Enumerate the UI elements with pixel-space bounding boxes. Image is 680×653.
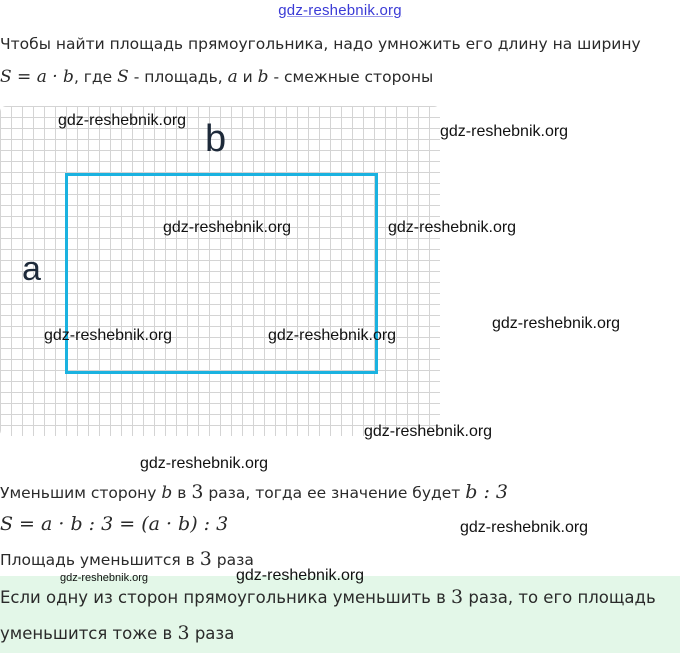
formula-where: , где [73,68,118,86]
step2-line [0,513,228,535]
watermark: gdz-reshebnik.org [236,567,365,584]
sides-desc: - смежные стороны [268,68,434,86]
watermark: gdz-reshebnik.org [44,327,173,344]
conclusion-text-1b: раза, то его площадь [463,588,656,607]
header-watermark-link[interactable]: gdz-reshebnik.org [278,2,402,19]
step1-line [0,481,508,503]
step3-line [0,548,254,570]
conclusion-box [0,576,680,653]
side-label-a: a [22,250,41,288]
step3-text-b: раза [211,551,254,569]
step1-expr: b : 3 [465,481,508,503]
watermark: gdz-reshebnik.org [440,123,569,140]
intro-text: Чтобы найти площадь прямоугольника, надо умножить его длину на ширину [0,35,641,53]
conclusion-line-1 [0,586,656,608]
conclusion-num-1: 3 [451,586,464,608]
watermark-small: gdz-reshebnik.org [60,572,149,584]
step1-num: 3 [191,481,204,503]
step1-text-c: раза, тогда ее значение будет [203,484,466,502]
area-formula: S = a · b [0,67,74,87]
watermark: gdz-reshebnik.org [163,219,292,236]
conclusion-num-2: 3 [177,622,190,644]
var-a: a [227,67,238,87]
and-word: и [237,68,258,86]
watermark: gdz-reshebnik.org [492,315,621,332]
watermark: gdz-reshebnik.org [388,219,517,236]
watermark: gdz-reshebnik.org [364,423,493,440]
conclusion-text-1a: Если одну из сторон прямоугольника уменьшить в [0,588,452,607]
var-s: S [117,67,129,87]
conclusion-text-2b: раза [189,624,235,643]
watermark: gdz-reshebnik.org [460,519,589,536]
watermark: gdz-reshebnik.org [268,327,397,344]
conclusion-line-2 [0,622,234,644]
step3-text-a: Площадь уменьшится в [0,551,200,569]
step1-text-a: Уменьшим сторону [0,484,162,502]
conclusion-text-2a: уменьшится тоже в [0,624,178,643]
step1-var-b: b [161,483,173,503]
watermark: gdz-reshebnik.org [140,455,269,472]
area-desc: - площадь, [128,68,228,86]
step3-num: 3 [199,548,212,570]
side-label-b: b [205,118,227,160]
var-b: b [257,67,269,87]
watermark: gdz-reshebnik.org [58,112,187,129]
step1-text-b: в [172,484,192,502]
step2-formula: S = a · b : 3 = (a · b) : 3 [0,513,229,535]
intro-formula-line [0,67,433,87]
